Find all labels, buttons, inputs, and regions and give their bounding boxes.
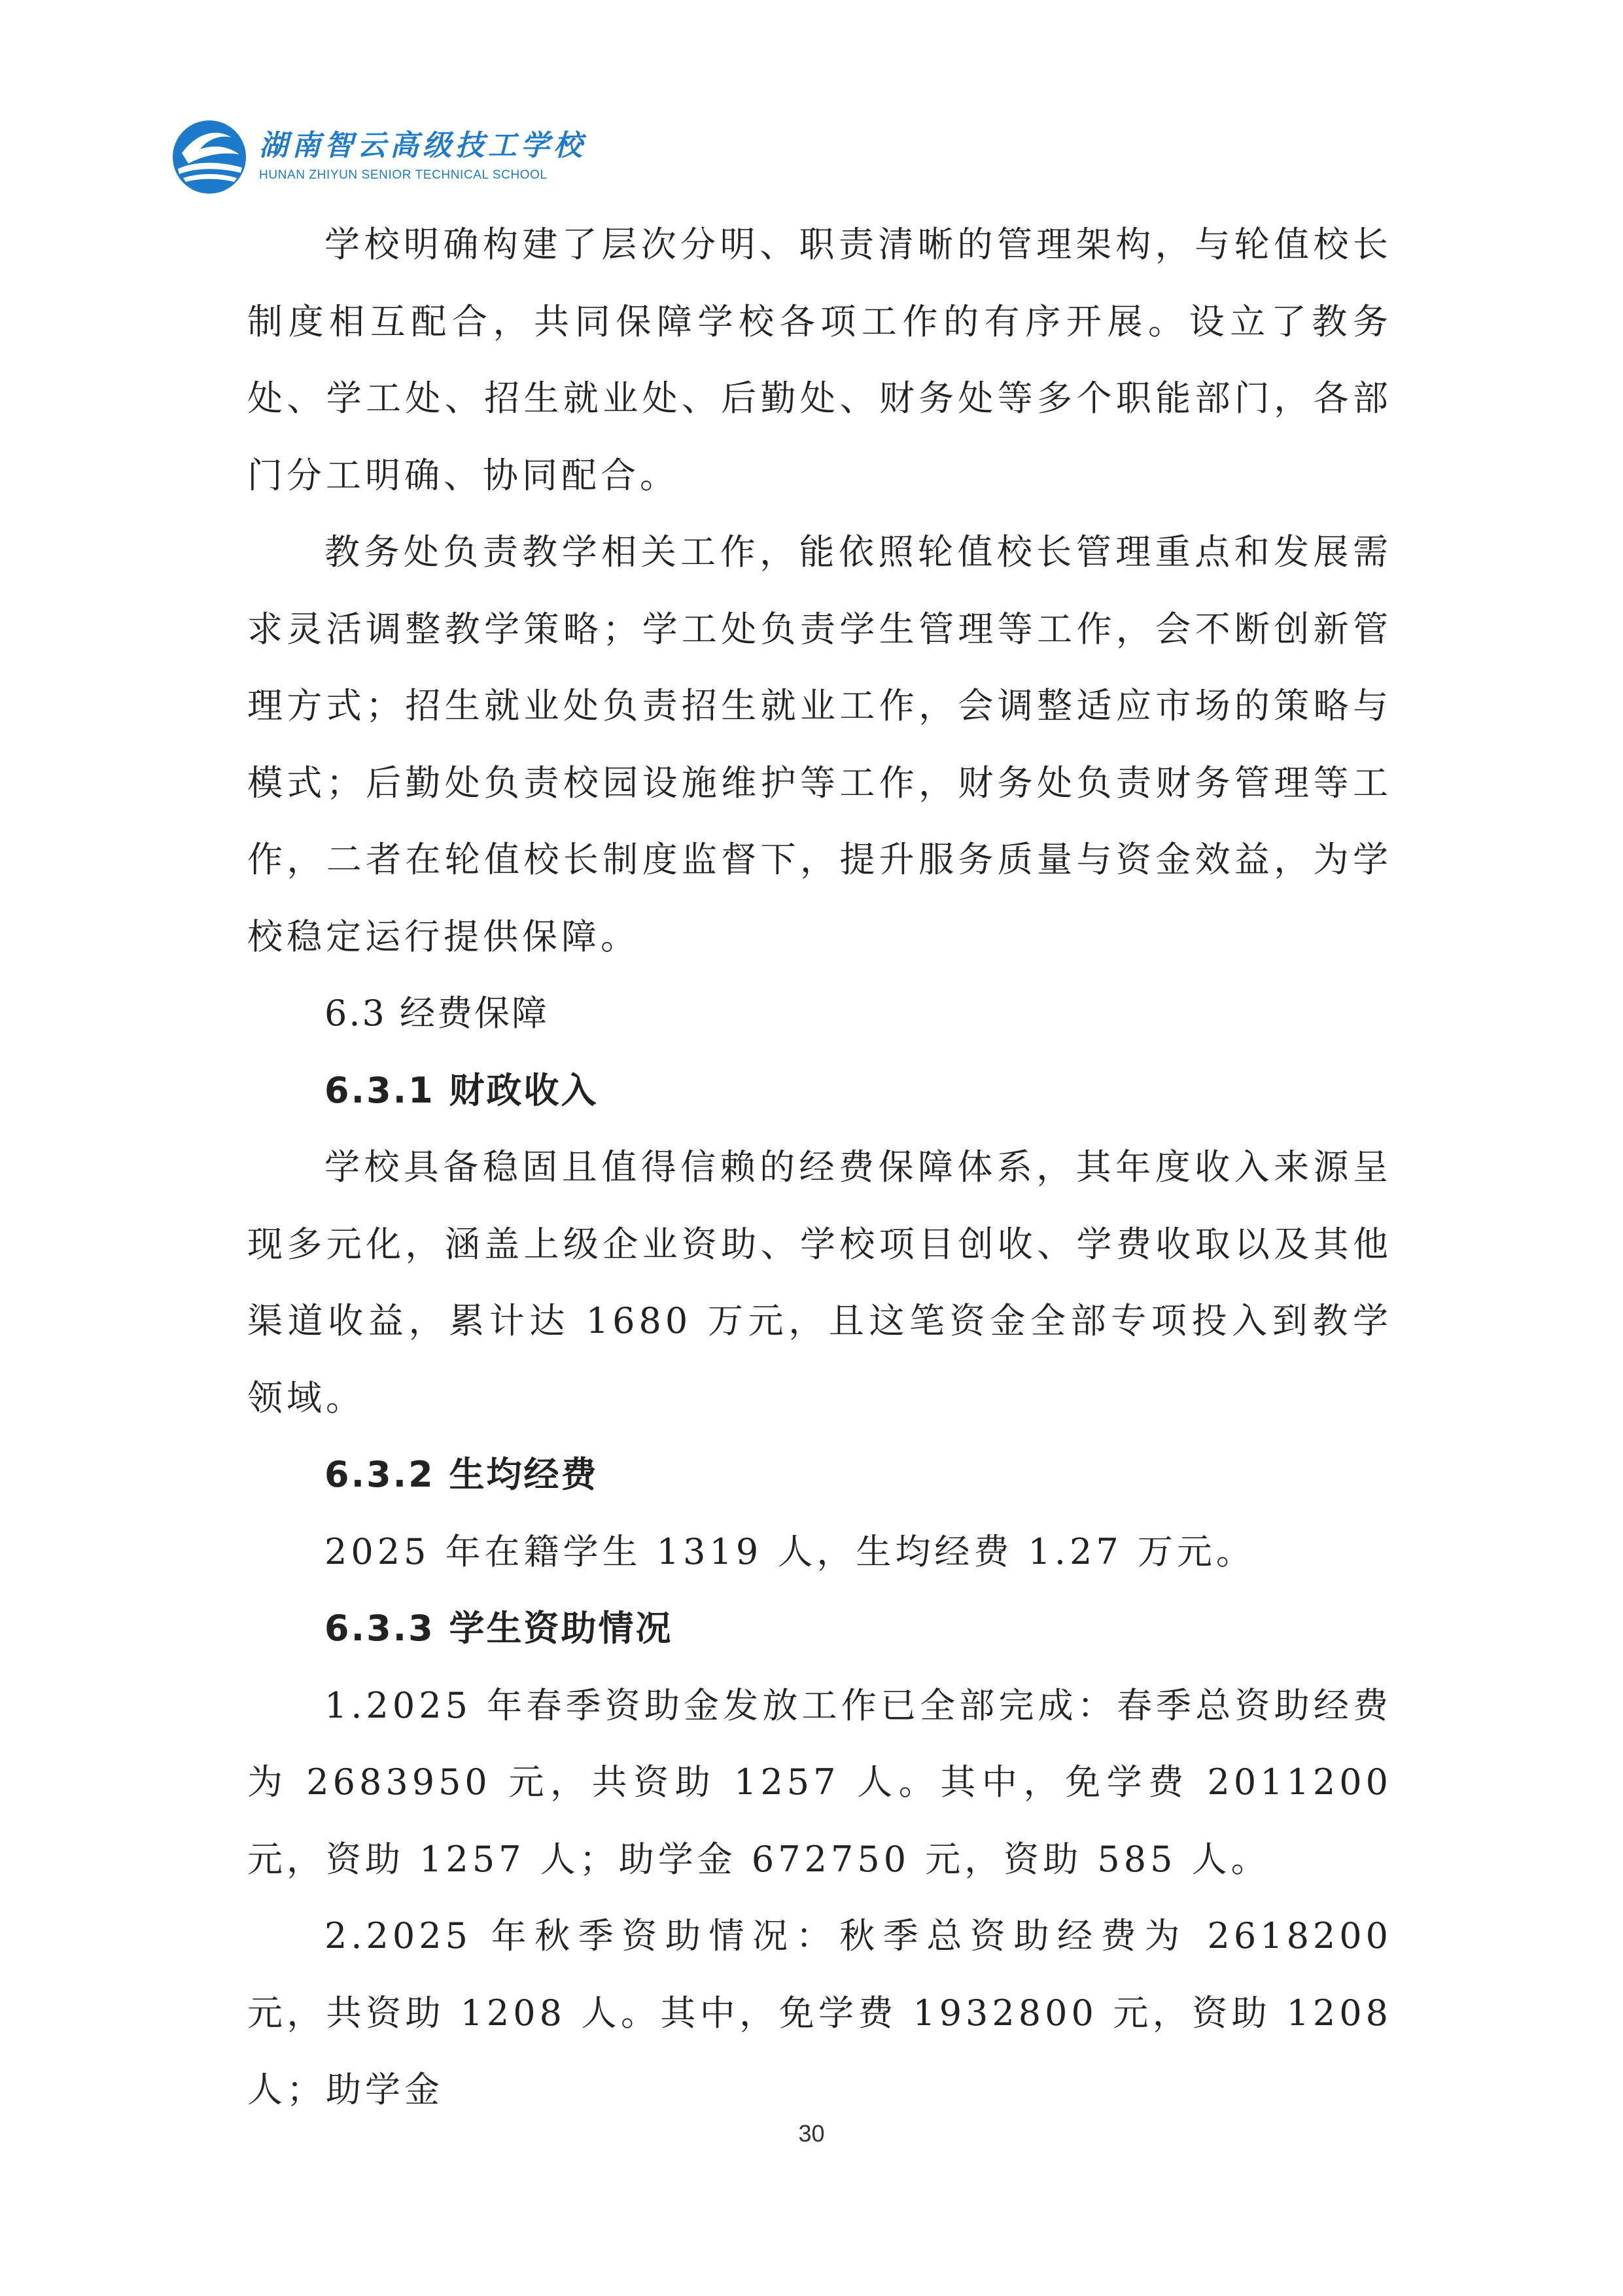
paragraph-per-student-funding: 2025 年在籍学生 1319 人，生均经费 1.27 万元。	[324, 1530, 1255, 1572]
section-heading-6-3-1: 6.3.1 财政收入	[324, 1069, 599, 1111]
school-logo-icon	[169, 115, 253, 196]
section-heading-6-3: 6.3 经费保障	[324, 993, 550, 1034]
paragraph-management-structure: 学校明确构建了层次分明、职责清晰的管理架构，与轮值校长制度相互配合，共同保障学校各项工作的有序开展。设立了教务处、学工处、招生就业处、后勤处、财务处等多个职能部门，各部门分工明确、协同配合。	[247, 224, 1392, 496]
page-number: 30	[798, 2120, 825, 2147]
paragraph-spring-aid: 1.2025 年春季资助金发放工作已全部完成：春季总资助经费为 2683950 元，共资助 1257 人。其中，免学费 2011200 元，资助 1257 人；助学金 672750 元，资助 585 人。	[247, 1684, 1392, 1880]
paragraph-autumn-aid: 2.2025 年秋季资助情况：秋季总资助经费为 2618200 元，共资助 1208 人。其中，免学费 1932800 元，资助 1208 人；助学金	[247, 1915, 1392, 2110]
school-name-cn: 湖南智云高级技工学校	[259, 129, 586, 162]
paragraph-department-duties: 教务处负责教学相关工作，能依照轮值校长管理重点和发展需求灵活调整教学策略；学工处负责学生管理等工作，会不断创新管理方式；招生就业处负责招生就业工作，会调整适应市场的策略与模式；后勤处负责校园设施维护等工作，财务处负责财务管理等工作，二者在轮值校长制度监督下，提升服务质量与资金效益，为学校稳定运行提供保障。	[247, 531, 1392, 957]
section-heading-6-3-3: 6.3.3 学生资助情况	[324, 1608, 673, 1649]
school-name-en: HUNAN ZHIYUN SENIOR TECHNICAL SCHOOL	[259, 168, 548, 182]
logo-text	[259, 128, 586, 184]
page-header	[169, 110, 586, 202]
section-heading-6-3-2: 6.3.2 生均经费	[324, 1454, 599, 1495]
paragraph-fiscal-income: 学校具备稳固且值得信赖的经费保障体系，其年度收入来源呈现多元化，涵盖上级企业资助、学校项目创收、学费收取以及其他渠道收益，累计达 1680 万元，且这笔资金全部专项投入到教学领域。	[247, 1146, 1392, 1419]
document-body	[247, 206, 1392, 2128]
